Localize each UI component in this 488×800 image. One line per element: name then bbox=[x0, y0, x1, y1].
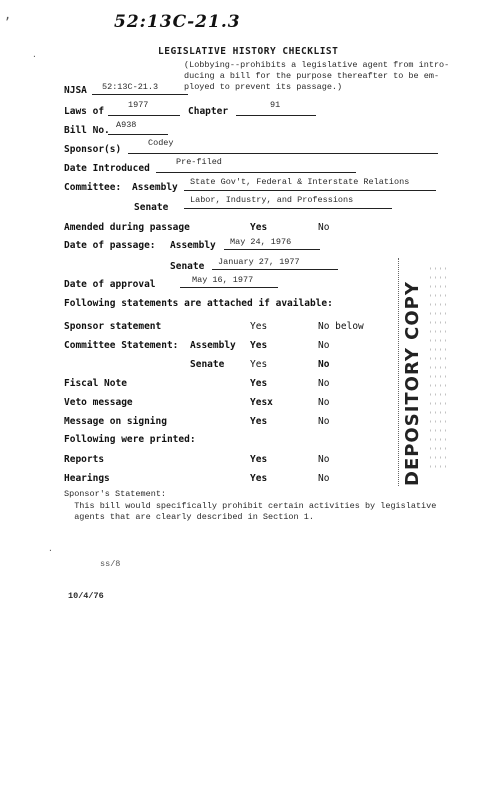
sponsor-statement-heading: Sponsor's Statement: bbox=[64, 489, 167, 499]
committee-assembly-label: Assembly bbox=[132, 182, 178, 193]
committee-label: Committee: bbox=[64, 182, 122, 193]
statement-row-yes: Yes bbox=[250, 378, 268, 389]
handwritten-statute-code: 52:13C-21.3 bbox=[114, 12, 241, 32]
statement-row-yes: Yes bbox=[250, 359, 268, 370]
statement-row-label: Sponsor statement bbox=[64, 321, 162, 332]
date-introduced-value: Pre-filed bbox=[176, 157, 222, 167]
date-approval-underline bbox=[180, 287, 278, 288]
njsa-value: 52:13C-21.3 bbox=[102, 82, 159, 92]
sponsor-statement-body: This bill would specifically prohibit certain activities by legislative agents that are clearly described in Section 1. bbox=[74, 501, 437, 522]
committee-senate-underline bbox=[184, 208, 392, 209]
committee-assembly-underline bbox=[184, 190, 436, 191]
statements-heading: Following statements are attached if available: bbox=[64, 298, 333, 309]
statement-row-no: No bbox=[318, 378, 330, 389]
statement-row-label: Fiscal Note bbox=[64, 378, 127, 389]
njsa-underline bbox=[92, 94, 188, 95]
footer-date: 10/4/76 bbox=[68, 591, 104, 601]
statement-row-yes: Yes bbox=[250, 416, 268, 427]
sponsor-label: Sponsor(s) bbox=[64, 144, 122, 155]
bill-description-note: (Lobbying--prohibits a legislative agent from intro- ducing a bill for the purpose thereafter to be em- ployed to prevent its passage.) bbox=[184, 60, 450, 92]
printed-row-label: Reports bbox=[64, 454, 105, 465]
amended-label: Amended during passage bbox=[64, 222, 190, 233]
statement-row-no: No bbox=[318, 397, 330, 408]
chapter-underline bbox=[236, 115, 316, 116]
chapter-label: Chapter bbox=[188, 106, 229, 117]
date-approval-label: Date of approval bbox=[64, 279, 156, 290]
statement-row-yes: Yesx bbox=[250, 397, 273, 408]
statement-row-sub: Senate bbox=[190, 359, 225, 370]
date-passage-assembly-underline bbox=[224, 249, 320, 250]
statement-row-label: Message on signing bbox=[64, 416, 167, 427]
statement-row-no: No below bbox=[318, 321, 364, 332]
laws-underline bbox=[108, 115, 180, 116]
statement-row-yes: Yes bbox=[250, 340, 268, 351]
statement-row-no: No bbox=[318, 359, 330, 370]
stamp-specks bbox=[428, 264, 450, 474]
statement-row-sub: Assembly bbox=[190, 340, 236, 351]
bill-number-value: A938 bbox=[116, 120, 137, 130]
page-title: LEGISLATIVE HISTORY CHECKLIST bbox=[158, 46, 339, 57]
corner-mark: , bbox=[4, 8, 12, 22]
depository-copy-stamp: DEPOSITORY COPY bbox=[402, 281, 423, 486]
laws-label: Laws of bbox=[64, 106, 105, 117]
date-passage-senate-label: Senate bbox=[170, 261, 205, 272]
sponsor-value: Codey bbox=[148, 138, 174, 148]
laws-value: 1977 bbox=[128, 100, 149, 110]
printed-row-yes: Yes bbox=[250, 473, 268, 484]
committee-senate-value: Labor, Industry, and Professions bbox=[190, 195, 354, 205]
amended-yes: Yes bbox=[250, 222, 268, 233]
statement-row-no: No bbox=[318, 416, 330, 427]
date-approval-value: May 16, 1977 bbox=[192, 275, 254, 285]
njsa-label: NJSA bbox=[64, 85, 87, 96]
date-passage-senate-underline bbox=[212, 269, 338, 270]
date-passage-assembly-value: May 24, 1976 bbox=[230, 237, 292, 247]
statement-row-no: No bbox=[318, 340, 330, 351]
amended-no: No bbox=[318, 222, 330, 233]
printed-row-no: No bbox=[318, 473, 330, 484]
printed-row-label: Hearings bbox=[64, 473, 110, 484]
printed-row-no: No bbox=[318, 454, 330, 465]
printed-row-yes: Yes bbox=[250, 454, 268, 465]
bill-number-label: Bill No. bbox=[64, 125, 110, 136]
date-passage-assembly-label: Assembly bbox=[170, 240, 216, 251]
chapter-value: 91 bbox=[270, 100, 281, 110]
date-introduced-label: Date Introduced bbox=[64, 163, 150, 174]
statement-row-label: Veto message bbox=[64, 397, 133, 408]
sponsor-underline bbox=[128, 153, 438, 154]
date-passage-senate-value: January 27, 1977 bbox=[218, 257, 300, 267]
committee-assembly-value: State Gov't, Federal & Interstate Relations bbox=[190, 177, 410, 187]
statement-row-yes: Yes bbox=[250, 321, 268, 332]
speck-mark: · bbox=[48, 546, 53, 555]
initials-mark: ss/8 bbox=[100, 559, 121, 569]
bill-number-underline bbox=[108, 134, 168, 135]
date-introduced-underline bbox=[156, 172, 356, 173]
statement-row-label: Committee Statement: bbox=[64, 340, 179, 351]
date-passage-label: Date of passage: bbox=[64, 240, 156, 251]
printed-heading: Following were printed: bbox=[64, 434, 196, 445]
speck-mark: · bbox=[32, 52, 37, 61]
committee-senate-label: Senate bbox=[134, 202, 169, 213]
